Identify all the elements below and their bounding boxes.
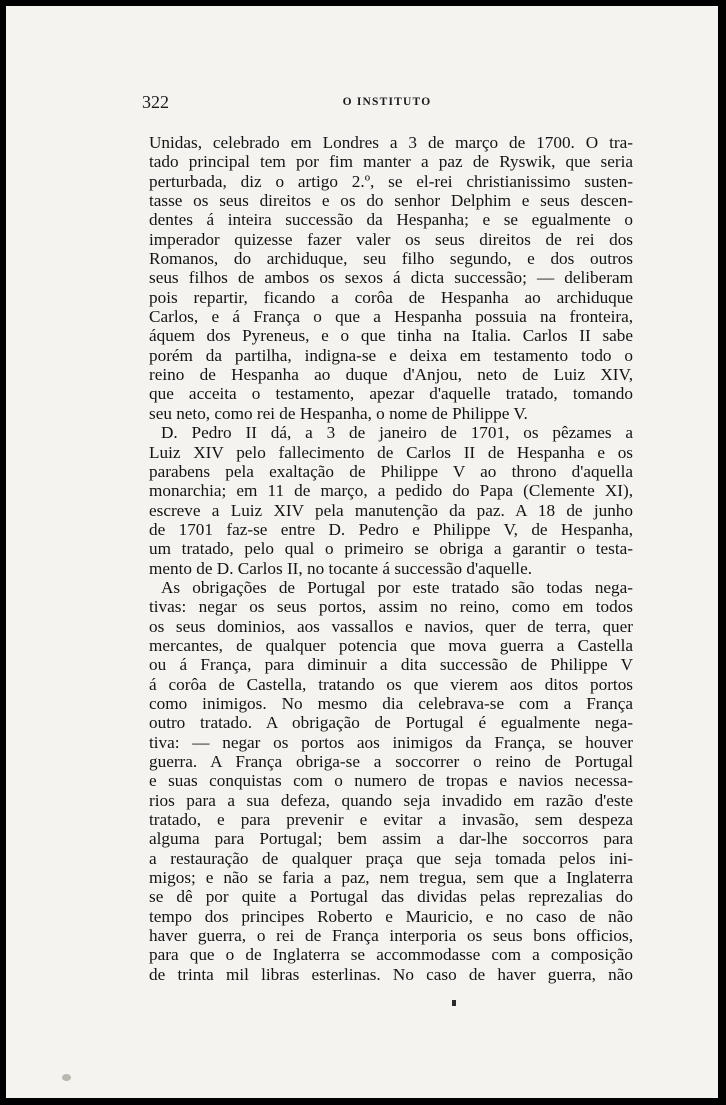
text-line: tempo dos principes Roberto e Mauricio, e no caso de não	[149, 906, 633, 926]
page-number: 322	[142, 92, 169, 112]
text-line: Unidas, celebrado em Londres a 3 de março de 1700. O tra-	[149, 133, 633, 152]
text-line: seus filhos de ambos os sexos á dicta successão; — deliberam	[149, 268, 633, 288]
text-line: perturbada, diz o artigo 2.º, se el-rei christianissimo susten-	[149, 171, 633, 191]
text-line: tratado, e para prevenir e evitar a invasão, sem despeza	[149, 810, 633, 830]
text-line: de 1701 faz-se entre D. Pedro e Philippe V, de Hespanha,	[149, 519, 633, 539]
text-line: de trinta mil libras esterlinas. No caso de haver guerra, não	[149, 964, 633, 984]
text-line: ou á França, para diminuir a dita successão de Philippe V	[149, 655, 633, 675]
text-line: pois repartir, ficando a corôa de Hespanha ao archiduque	[149, 287, 633, 307]
body-text	[149, 133, 633, 984]
text-line: para que o de Inglaterra se accommodasse com a composição	[149, 945, 633, 965]
text-line: seu neto, como rei de Hespanha, o nome de Philippe V.	[149, 403, 528, 423]
text-line: migos; e não se faria a paz, nem tregua, sem que a Inglaterra	[149, 868, 633, 888]
text-line: se dê por quite a Portugal das dividas pelas reprezalias do	[149, 887, 633, 907]
text-line: Romanos, do archiduque, seu filho segundo, e dos outros	[149, 249, 633, 269]
text-line: á corôa de Castella, tratando os que vierem aos ditos portos	[149, 674, 633, 694]
text-line: que acceita o testamento, apezar d'aquelle tratado, tomando	[149, 384, 633, 404]
text-line: dentes á inteira successão da Hespanha; e se egualmente o	[149, 210, 633, 230]
text-line: porém da partilha, indigna-se e deixa em testamento todo o	[149, 345, 633, 365]
ink-speck	[452, 1000, 456, 1006]
text-line: rios para a sua defeza, quando seja invadido em razão d'este	[149, 790, 633, 810]
text-line: monarchia; em 11 de março, a pedido do Papa (Clemente XI),	[149, 481, 633, 501]
text-line: reino de Hespanha ao duque d'Anjou, neto de Luiz XIV,	[149, 365, 633, 385]
text-line: mercantes, de qualquer potencia que mova guerra a Castella	[149, 635, 633, 655]
text-line: Carlos, e á França o que a Hespanha possuia na fronteira,	[149, 307, 633, 327]
text-line: os seus dominios, aos vassallos e navios, quer de terra, quer	[149, 616, 633, 636]
running-title: O INSTITUTO	[342, 96, 432, 108]
text-line: tasse os seus direitos e os do senhor Delphim e seus descen-	[149, 191, 633, 211]
text-line: tivas: negar os seus portos, assim no reino, como em todos	[149, 597, 633, 617]
text-line: imperador quizesse fazer valer os seus direitos de rei dos	[149, 229, 633, 249]
text-line: e suas conquistas com o numero de tropas e navios necessa-	[149, 771, 633, 791]
text-line: um tratado, pelo qual o primeiro se obriga a garantir o testa-	[149, 539, 633, 559]
ink-smudge	[62, 1074, 71, 1081]
text-line: tado principal tem por fim manter a paz de Ryswik, que seria	[149, 152, 633, 172]
text-line: como inimigos. No mesmo dia celebrava-se com a França	[149, 693, 633, 713]
text-line: áquem dos Pyreneus, e o que tinha na Italia. Carlos II sabe	[149, 326, 633, 346]
text-line: parabens pela exaltação de Philippe V ao throno d'aquella	[149, 461, 633, 481]
text-line: a restauração de qualquer praça que seja tomada pelos ini-	[149, 848, 633, 868]
text-line: tiva: — negar os portos aos inimigos da França, se houver	[149, 732, 633, 752]
text-line: mento de D. Carlos II, no tocante á successão d'aquelle.	[149, 558, 533, 578]
text-line: guerra. A França obriga-se a soccorrer o reino de Portugal	[149, 752, 633, 771]
text-line: D. Pedro II dá, a 3 de janeiro de 1701, os pêzames a	[161, 423, 633, 443]
text-line: As obrigações de Portugal por este tratado são todas nega-	[161, 577, 633, 597]
text-line: outro tratado. A obrigação de Portugal é egualmente nega-	[149, 713, 633, 733]
text-line: escreve a Luiz XIV pela manutenção da paz. A 18 de junho	[149, 500, 633, 520]
text-line: haver guerra, o rei de França interporia os seus bons officios,	[149, 926, 633, 946]
page	[6, 6, 718, 1098]
text-line: alguma para Portugal; bem assim a dar-lhe soccorros para	[149, 829, 633, 849]
text-line: Luiz XIV pelo fallecimento de Carlos II de Hespanha e os	[149, 442, 633, 462]
page-header	[142, 92, 632, 116]
